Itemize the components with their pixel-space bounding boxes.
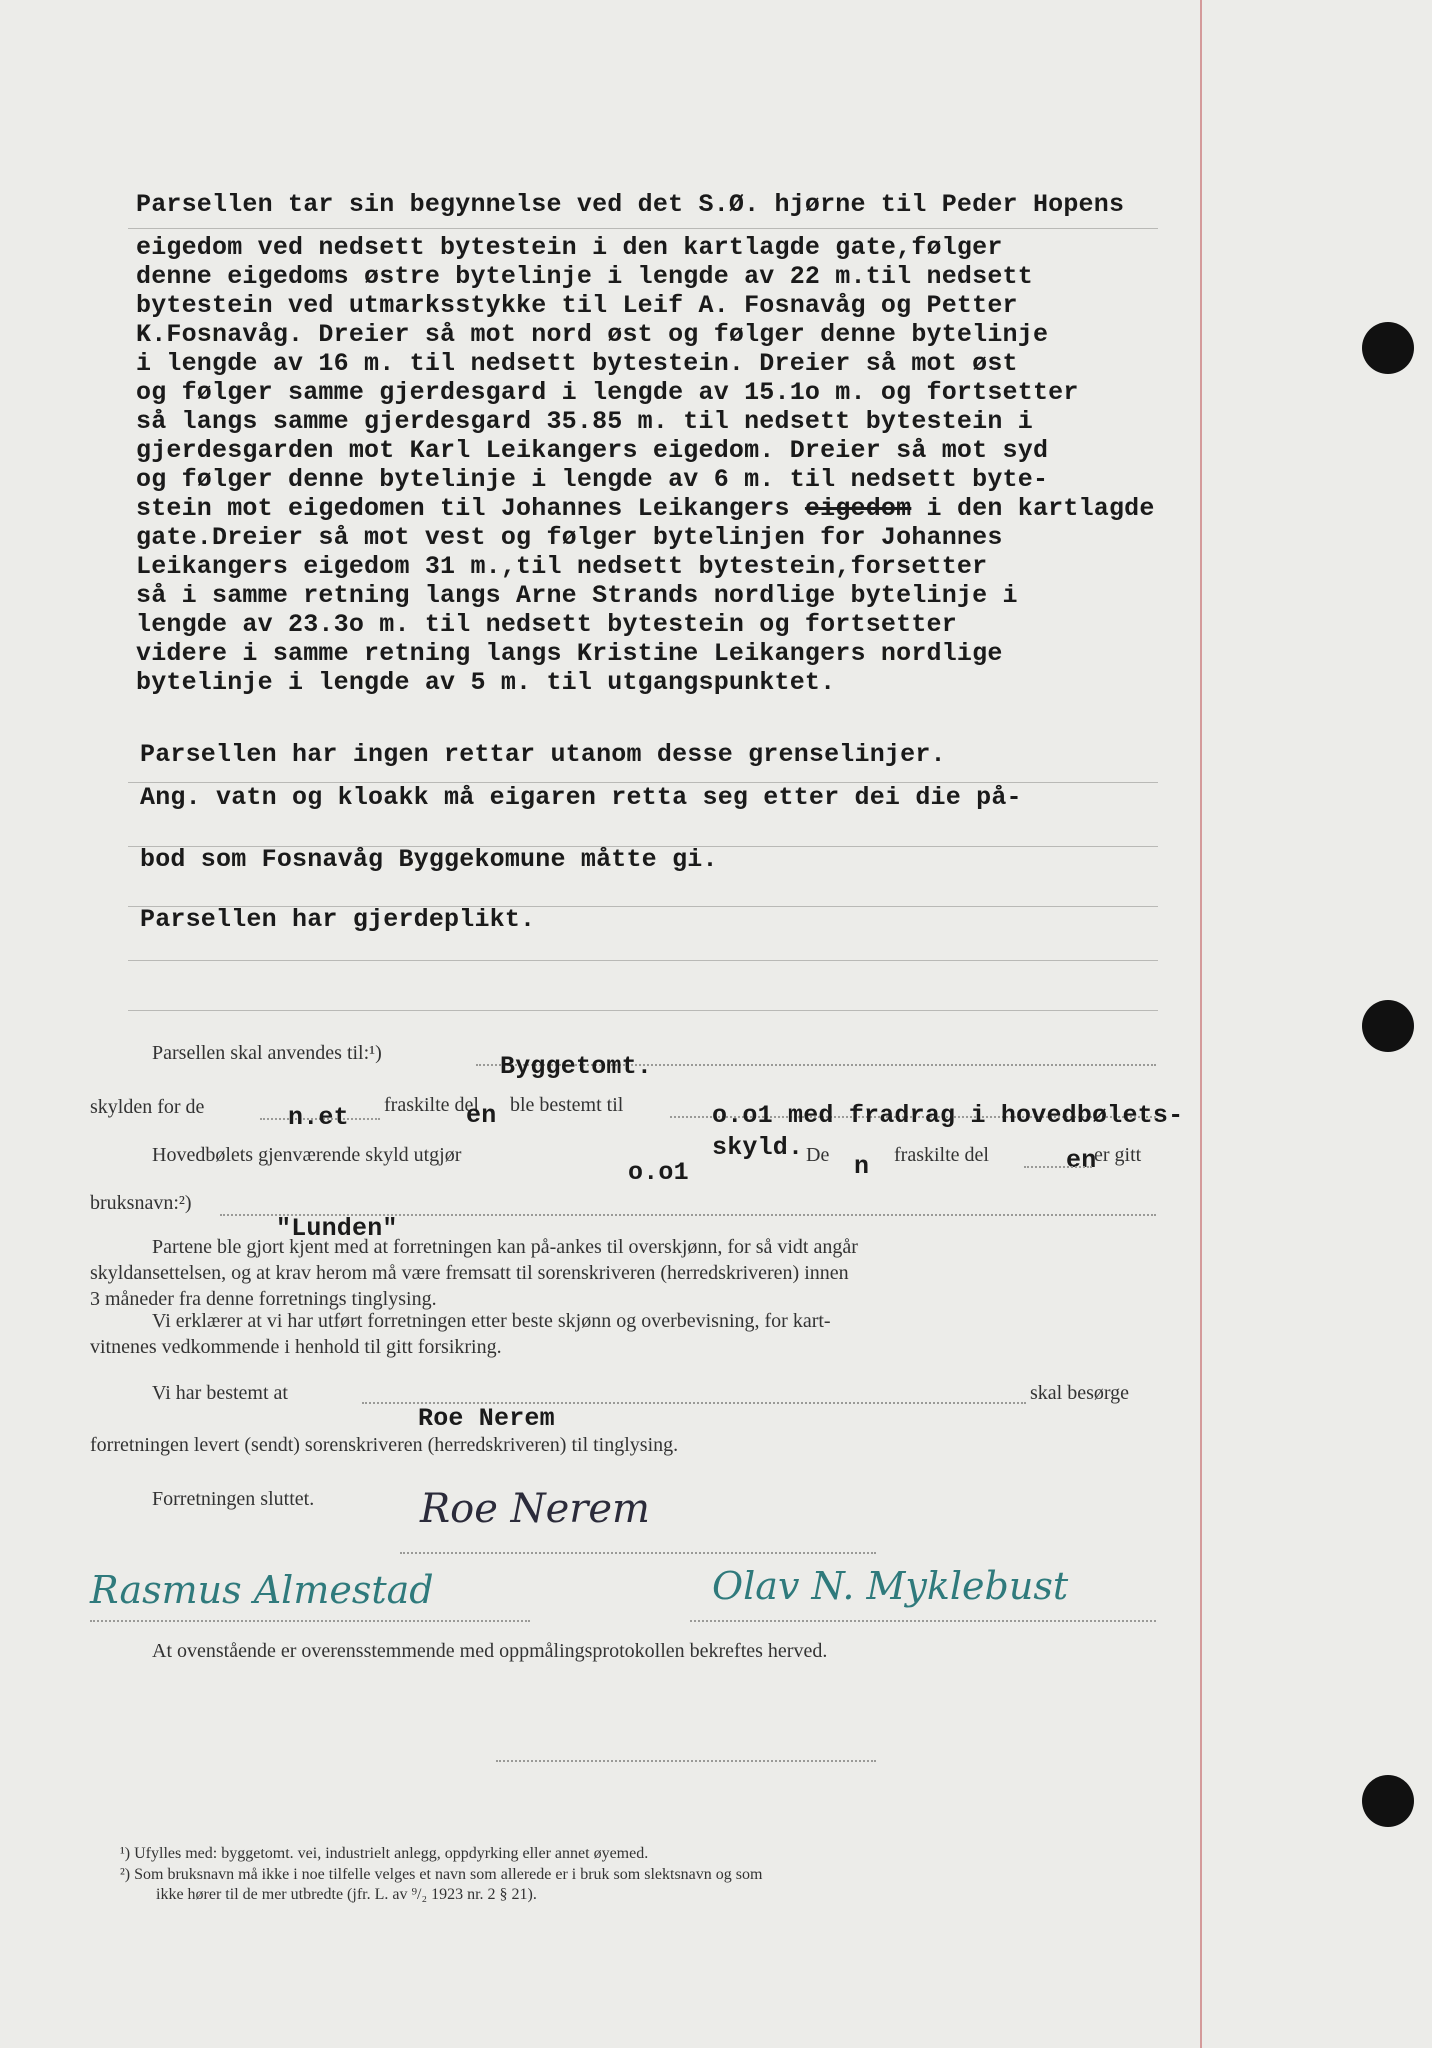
footnote-2b: ikke hører til de mer utbredte (jfr. L. av ⁹/₂ 1923 nr. 2 § 21). xyxy=(156,1886,537,1903)
skyld-value-a: n.et xyxy=(288,1103,349,1132)
bestemt-value: Roe Nerem xyxy=(418,1404,555,1433)
signature-roe-nerem: Roe Nerem xyxy=(420,1486,650,1532)
deed-line: videre i samme retning langs Kristine Leikangers nordlige xyxy=(136,639,1003,668)
gitt-label: er gitt xyxy=(1094,1144,1142,1166)
deed-line: lengde av 23.3o m. til nedsett bytestein og fortsetter xyxy=(136,610,957,639)
fraskilte-value: en xyxy=(1066,1146,1097,1175)
partene-line: skyldansettelsen, og at krav herom må være fremsatt til sorenskriveren (herredskriveren) innen xyxy=(90,1262,849,1284)
deed-line: og følger denne bytelinje i lengde av 6 m. til nedsett byte- xyxy=(136,465,1049,494)
bruksnavn-value: "Lunden" xyxy=(276,1214,398,1243)
deed-line: bytelinje i lengde av 5 m. til utgangspunktet. xyxy=(136,668,836,697)
signature-line xyxy=(90,1620,530,1622)
deed-line: gjerdesgarden mot Karl Leikangers eigedom. Dreier så mot syd xyxy=(136,436,1049,465)
signature-olav-myklebust: Olav N. Myklebust xyxy=(712,1564,1069,1608)
deed-line: bytestein ved utmarksstykke til Leif A. Fosnavåg og Petter xyxy=(136,291,1018,320)
punch-hole-top xyxy=(1362,322,1414,374)
signature-line xyxy=(690,1620,1156,1622)
skyld-value-2: skyld. xyxy=(712,1133,804,1162)
signature-rasmus-almestad: Rasmus Almestad xyxy=(90,1568,434,1612)
use-value: Byggetomt. xyxy=(500,1052,653,1081)
de-label: De xyxy=(806,1144,830,1166)
bestemt-label: Vi har bestemt at xyxy=(152,1382,288,1404)
punch-hole-bottom xyxy=(1362,1775,1414,1827)
deed-paragraph-2: Parsellen har ingen rettar utanom desse grenselinjer. xyxy=(140,740,946,769)
deed-line: i lengde av 16 m. til nedsett bytestein. Dreier så mot øst xyxy=(136,349,1018,378)
partene-line: Partene ble gjort kjent med at forretningen kan på-ankes til overskjønn, for så vidt angår xyxy=(152,1236,858,1258)
footnote-1: ¹) Ufylles med: byggetomt. vei, industrielt anlegg, oppdyrking eller annet øyemed. xyxy=(120,1845,649,1862)
deed-paragraph-3b: bod som Fosnavåg Byggekomune måtte gi. xyxy=(140,845,718,874)
deed-paragraph-3a: Ang. vatn og kloakk må eigaren retta seg etter dei die på- xyxy=(140,783,1022,812)
struck-word: eigedom xyxy=(804,494,912,523)
de-value: n xyxy=(854,1152,870,1181)
footnote-2a: ²) Som bruksnavn må ikke i noe tilfelle velges et navn som allerede er i bruk som slektsnavn og som xyxy=(120,1866,763,1883)
partene-line: 3 måneder fra denne forretnings tinglysing. xyxy=(90,1288,437,1310)
skyld-label-b: fraskilte del xyxy=(384,1094,479,1116)
erklaerer-line: Vi erklærer at vi har utført forretningen etter beste skjønn og overbevisning, for kart- xyxy=(152,1310,831,1332)
deed-line: gate.Dreier så mot vest og følger bytelinjen for Johannes xyxy=(136,523,1003,552)
sluttet-text: Forretningen sluttet. xyxy=(152,1488,315,1510)
skyld-value-b: en xyxy=(466,1101,497,1130)
hoved-value: o.o1 xyxy=(628,1158,689,1187)
margin-rule xyxy=(1200,0,1202,2048)
deed-line: K.Fosnavåg. Dreier så mot nord øst og følger denne bytelinje xyxy=(136,320,1049,349)
levert-text: forretningen levert (sendt) sorenskriveren (herredskriveren) til tinglysing. xyxy=(90,1434,679,1456)
bruksnavn-label: bruksnavn:²) xyxy=(90,1192,192,1214)
deed-line: så i samme retning langs Arne Strands nordlige bytelinje i xyxy=(136,581,1018,610)
deed-line: og følger samme gjerdesgard i lengde av 15.1o m. og fortsetter xyxy=(136,378,1079,407)
erklaerer-line: vitnenes vedkommende i henhold til gitt forsikring. xyxy=(90,1336,502,1358)
fill-line xyxy=(1024,1166,1092,1168)
deed-line: denne eigedoms østre bytelinje i lengde av 22 m.til nedsett xyxy=(136,262,1033,291)
skyld-label-c: ble bestemt til xyxy=(510,1094,624,1116)
skyld-label-a: skylden for de xyxy=(90,1096,205,1118)
signature-line xyxy=(496,1760,876,1762)
skyld-value: o.o1 med fradrag i hovedbølets- xyxy=(712,1101,1184,1130)
deed-line xyxy=(136,494,1155,523)
signature-line xyxy=(400,1552,876,1554)
besorge-label: skal besørge xyxy=(1030,1382,1130,1404)
use-label: Parsellen skal anvendes til:¹) xyxy=(152,1042,382,1064)
deed-paragraph-4: Parsellen har gjerdeplikt. xyxy=(140,905,536,934)
deed-line-end: i den kartlagde xyxy=(911,494,1155,523)
confirm-text: At ovenstående er overensstemmende med oppmålingsprotokollen bekreftes herved. xyxy=(152,1640,828,1662)
ruled-line xyxy=(128,1010,1158,1011)
ruled-line xyxy=(128,228,1158,229)
deed-line-start: stein mot eigedomen til Johannes Leikangers xyxy=(136,494,790,523)
punch-hole-middle xyxy=(1362,1000,1414,1052)
deed-line: Parsellen tar sin begynnelse ved det S.Ø. hjørne til Peder Hopens xyxy=(136,190,1125,219)
deed-line: Leikangers eigedom 31 m.,til nedsett bytestein,forsetter xyxy=(136,552,988,581)
fraskilte-label: fraskilte del xyxy=(894,1144,989,1166)
deed-line: eigedom ved nedsett bytestein i den kartlagde gate,følger xyxy=(136,233,1003,262)
deed-line: så langs samme gjerdesgard 35.85 m. til nedsett bytestein i xyxy=(136,407,1033,436)
ruled-line xyxy=(128,960,1158,961)
hoved-label: Hovedbølets gjenværende skyld utgjør xyxy=(152,1144,462,1166)
